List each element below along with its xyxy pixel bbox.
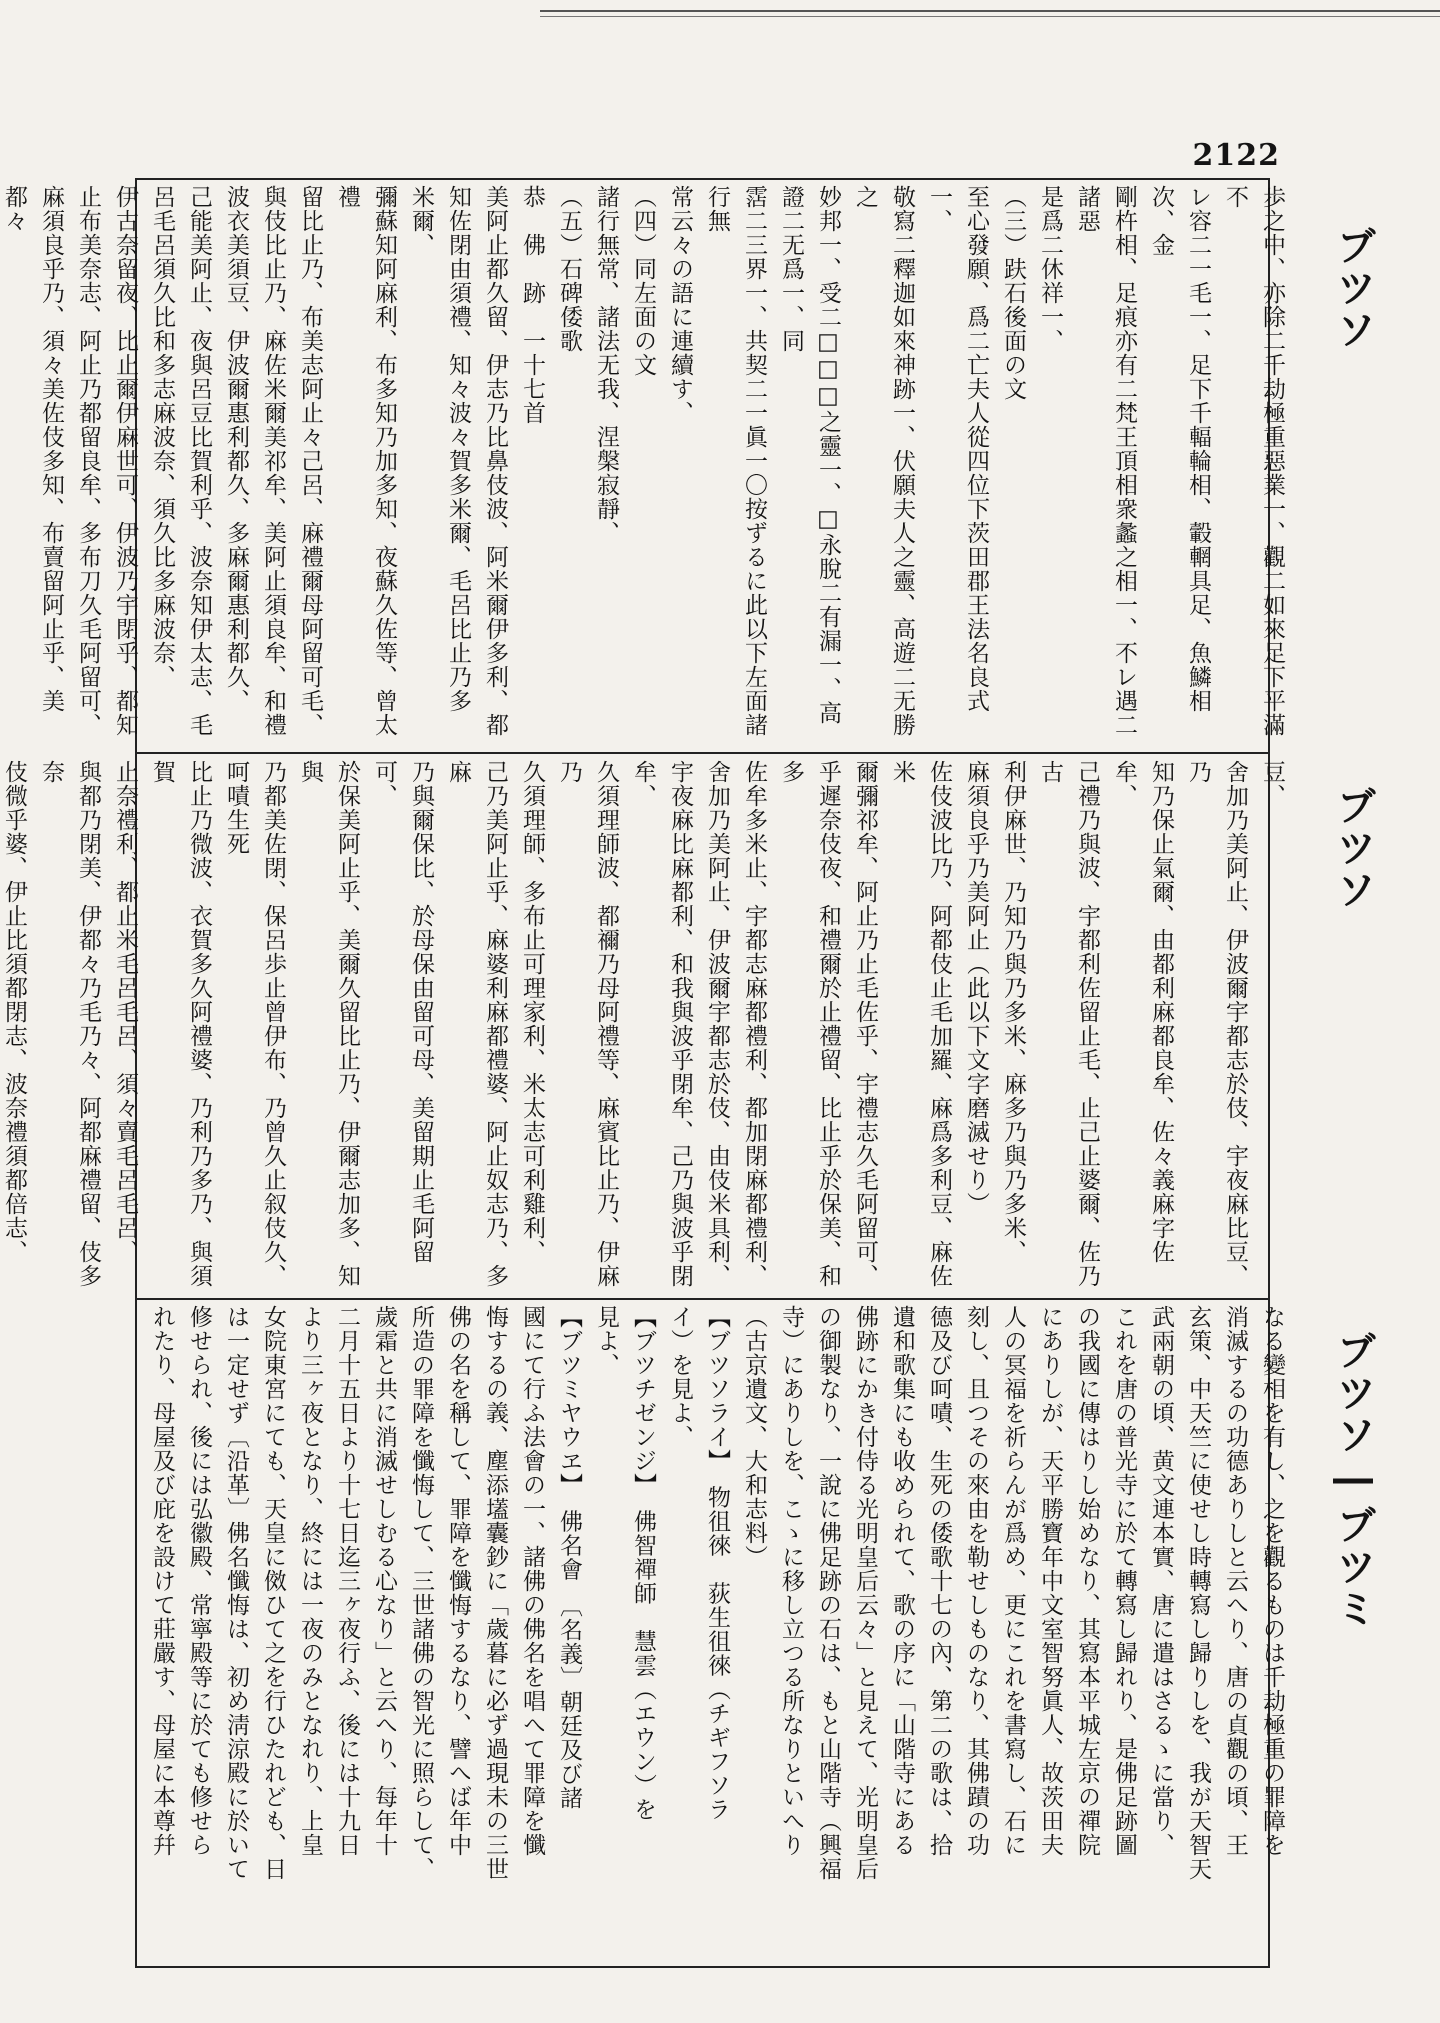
page-number: 2122 xyxy=(1192,138,1280,173)
text-column: 呵嘖生死 xyxy=(223,760,249,856)
text-column: は一定せず〔沿革〕佛名懺悔は、初め淸涼殿に於いて xyxy=(223,1305,249,1881)
text-column: 止布美奈志、阿止乃都留良牟、多布刀久毛阿留可、 xyxy=(75,185,101,737)
text-column: これを唐の普光寺に於て轉寫し歸れり、是佛足跡圖 xyxy=(1111,1305,1137,1857)
text-column: 佛の名を稱して、罪障を懺悔するなり、譬へば年中 xyxy=(445,1305,471,1857)
text-column: 知佐閉由須禮、知々波々賀多米爾、毛呂比止乃多 xyxy=(445,185,471,713)
text-column: 敬寫二釋迦如來神跡一、伏願夫人之靈、高遊二无勝之 xyxy=(852,185,915,737)
text-column: 己乃美阿止乎、麻婆利麻都禮婆、阿止奴志乃、多麻 xyxy=(445,760,508,1288)
text-column: 佐牟多米止、宇都志麻都禮利、都加閉麻都禮利、 xyxy=(741,760,767,1288)
running-head-2: ブツソ xyxy=(1330,785,1376,911)
text-column: 留比止乃、布美志阿止々己呂、麻禮爾母阿留可毛、 xyxy=(297,185,323,737)
text-column: レ容二一毛一、足下千輻輪相、轂輞具足、魚鱗相次、金 xyxy=(1148,185,1211,713)
text-column: （三）趺石後面の文 xyxy=(1000,185,1026,401)
text-column: 米爾、 xyxy=(408,185,434,257)
text-column: 伎微乎婆、伊止比須都閉志、波奈禮須都倍志、 xyxy=(1,760,27,1264)
vertical-text-block-2 xyxy=(0,760,1290,1290)
text-column: 伊古奈留夜、比止爾伊麻世可、伊波乃宇閉乎、都知 xyxy=(112,185,138,737)
text-column: 刻し、且つその來由を勒せしものなり、其佛蹟の功 xyxy=(963,1305,989,1857)
text-column: 與伎比止乃、麻佐米爾美祁牟、美阿止須良牟、和禮 xyxy=(260,185,286,737)
text-column: 宇夜麻比麻都利、和我與波乎閉牟、己乃與波乎閉 xyxy=(667,760,693,1288)
text-column: 歩之中、亦除二千劫極重惡業一、觀二如來足下平滿不 xyxy=(1222,185,1285,737)
running-head-3: ブツソ―ブツミ xyxy=(1330,1330,1376,1630)
text-column: 遺和歌集にも收められて、歌の序に「山階寺にある xyxy=(889,1305,915,1857)
top-rule xyxy=(540,10,1440,17)
text-column: 乃與爾保比、於母保由留可母、美留期止毛阿留可、 xyxy=(371,760,434,1264)
text-column: （古京遺文、大和志料） xyxy=(741,1305,767,1569)
text-column: 乃都美佐閉、保呂歩止曾伊布、乃曾久止叙伎久、 xyxy=(260,760,286,1288)
text-column: 德及び呵嘖、生死の倭歌十七の內、第二の歌は、拾 xyxy=(926,1305,952,1857)
text-column: れたり、母屋及び庇を設けて莊嚴す、母屋に本尊幷 xyxy=(149,1305,175,1857)
text-column: 玄策、中天竺に使せし時轉寫し歸りしを、我が天智天 xyxy=(1185,1305,1211,1881)
text-column: （五）石碑倭歌 xyxy=(556,185,582,353)
text-column: 止奈禮利、都止米毛呂毛呂、須々賣毛呂毛呂、 xyxy=(112,760,138,1264)
text-column: 彌蘇知阿麻利、布多知乃加多知、夜蘇久佐等、曾太禮 xyxy=(334,185,397,737)
text-column: 久須理師波、都禰乃母阿禮等、麻賓比止乃、伊麻乃 xyxy=(556,760,619,1288)
text-column: の御製なり、一說に佛足跡の石は、もと山階寺（興福 xyxy=(815,1305,841,1881)
text-column: 麻須良乎乃、須々美佐伎多知、布賣留阿止乎、美都々 xyxy=(1,185,64,713)
text-column: 麻須良乎乃美阿止（此以下文字磨滅せり） xyxy=(963,760,989,1216)
vertical-text-block-3 xyxy=(143,1305,1290,1963)
text-column: 見よ、 xyxy=(593,1305,619,1377)
vertical-text-block-1 xyxy=(0,185,1290,745)
text-column: 國にて行ふ法會の一、諸佛の佛名を唱へて罪障を懺 xyxy=(519,1305,545,1857)
text-column: 美阿止都久留、伊志乃比鼻伎波、阿米爾伊多利、都 xyxy=(482,185,508,737)
text-section-2 xyxy=(1,760,1290,1290)
text-column: 比止乃微波、衣賀多久阿禮婆、乃利乃多乃、與須賀 xyxy=(149,760,212,1288)
text-column: なる變相を有し、之を觀るものは千劫極重の罪障を xyxy=(1259,1305,1285,1857)
text-section-3 xyxy=(149,1305,1290,1963)
text-column: 利伊麻世、乃知乃與乃多米、麻多乃與乃多米、 xyxy=(1000,760,1026,1264)
text-column: 【ブツミヤウヱ】 佛名會 〔名義〕朝廷及び諸 xyxy=(556,1305,582,1810)
section-divider-1 xyxy=(135,752,1270,754)
text-column: 呂毛呂須久比和多志麻波奈、須久比多麻波奈、 xyxy=(149,185,175,689)
text-column: 與都乃閉美、伊都々乃毛乃々、阿都麻禮留、伎多奈 xyxy=(38,760,101,1288)
text-column: 所造の罪障を懺悔して、三世諸佛の智光に照らして、 xyxy=(408,1305,434,1881)
text-column: 人の冥福を祈らんが爲め、更にこれを書寫し、石に xyxy=(1000,1305,1026,1857)
text-column: 二月十五日より十七日迄三ヶ夜行ふ、後には十九日 xyxy=(334,1305,360,1857)
text-column: 豆、 xyxy=(1259,760,1285,808)
text-column: 悔するの義、塵添壒囊鈔に「歲暮に必ず過現未の三世 xyxy=(482,1305,508,1881)
text-column: 己禮乃與波、宇都利佐留止毛、止己止婆爾、佐乃古 xyxy=(1037,760,1100,1288)
text-column: 爾彌祁牟、阿止乃止毛佐乎、宇禮志久毛阿留可、 xyxy=(852,760,878,1288)
text-column: 知乃保止氣爾、由都利麻都良牟、佐々義麻字佐牟、 xyxy=(1111,760,1174,1264)
text-column: 舍加乃美阿止、伊波爾宇都志於伎、宇夜麻比豆、乃 xyxy=(1185,760,1248,1288)
text-column: 消滅するの功德ありしと云へり、唐の貞觀の頃、王 xyxy=(1222,1305,1248,1857)
text-column: 牟、 xyxy=(630,760,656,808)
text-column: 霑二三界一、共契二一眞一〇按ずるに此以下左面諸行無 xyxy=(704,185,767,737)
text-section-1 xyxy=(1,185,1290,745)
text-column: 於保美阿止乎、美爾久留比止乃、伊爾志加多、知與 xyxy=(297,760,360,1288)
text-column: 修せられ、後には弘徽殿、常寧殿等に於ても修せら xyxy=(186,1305,212,1857)
text-column: 寺）にありしを、こゝに移し立つる所なりといへり xyxy=(778,1305,804,1857)
text-column: 剛杵相、足痕亦有二梵王頂相衆蠡之相一、不レ遇二諸惡 xyxy=(1074,185,1137,737)
text-column: 己能美阿止、夜與呂豆比賀利乎、波奈知伊太志、毛 xyxy=(186,185,212,737)
text-column: にありしが、天平勝寶年中文室智努眞人、故茨田夫 xyxy=(1037,1305,1063,1857)
text-column: より三ヶ夜となり、終には一夜のみとなれり、上皇 xyxy=(297,1305,323,1857)
text-column: 久須理師、多布止可理家利、米太志可利雞利、 xyxy=(519,760,545,1264)
text-column: 是爲二休祥一、 xyxy=(1037,185,1063,353)
text-column: 【ブツソライ】 物徂徠 荻生徂徠（チギフソラ xyxy=(704,1305,730,1822)
running-head-1: ブツソ xyxy=(1330,225,1376,351)
text-column: 常云々の語に連續す、 xyxy=(667,185,693,425)
text-column: 波衣美須豆、伊波爾惠利都久、多麻爾惠利都久、 xyxy=(223,185,249,713)
text-column: 佛跡にかき付侍る光明皇后云々」と見えて、光明皇后 xyxy=(852,1305,878,1881)
text-column: 佐伎波比乃、阿都伎止毛加羅、麻爲多利豆、麻佐米 xyxy=(889,760,952,1288)
text-column: 諸行無常、諸法无我、涅槃寂靜、 xyxy=(593,185,619,545)
text-column: 妙邦一、受二□□□之靈一、□永脫二有漏一、高證二无爲一、同 xyxy=(778,185,841,725)
text-column: 至心發願、爲二亡夫人從四位下茨田郡王法名良式一、 xyxy=(926,185,989,713)
text-column: （四）同左面の文 xyxy=(630,185,656,377)
text-column: 【ブツチゼンジ】 佛智禪師 慧雲（エウン）を xyxy=(630,1305,656,1822)
text-column: 武兩朝の頃、黄文連本實、唐に遣はさるゝに當り、 xyxy=(1148,1305,1174,1857)
text-column: 女院東宮にても、天皇に傚ひて之を行ひたれども、日 xyxy=(260,1305,286,1881)
section-divider-2 xyxy=(135,1298,1270,1300)
text-column: 乎遲奈伎夜、和禮爾於止禮留、比止乎於保美、和多 xyxy=(778,760,841,1288)
text-column: 舍加乃美阿止、伊波爾宇都志於伎、由伎米具利、 xyxy=(704,760,730,1288)
text-column: イ）を見よ、 xyxy=(667,1305,693,1449)
text-column: 恭 佛 跡 一十七首 xyxy=(519,185,545,425)
text-column: の我國に傳はりし始めなり、其寫本平城左京の禪院 xyxy=(1074,1305,1100,1857)
text-column: 歲霜と共に消滅せしむる心なり」と云へり、每年十 xyxy=(371,1305,397,1857)
